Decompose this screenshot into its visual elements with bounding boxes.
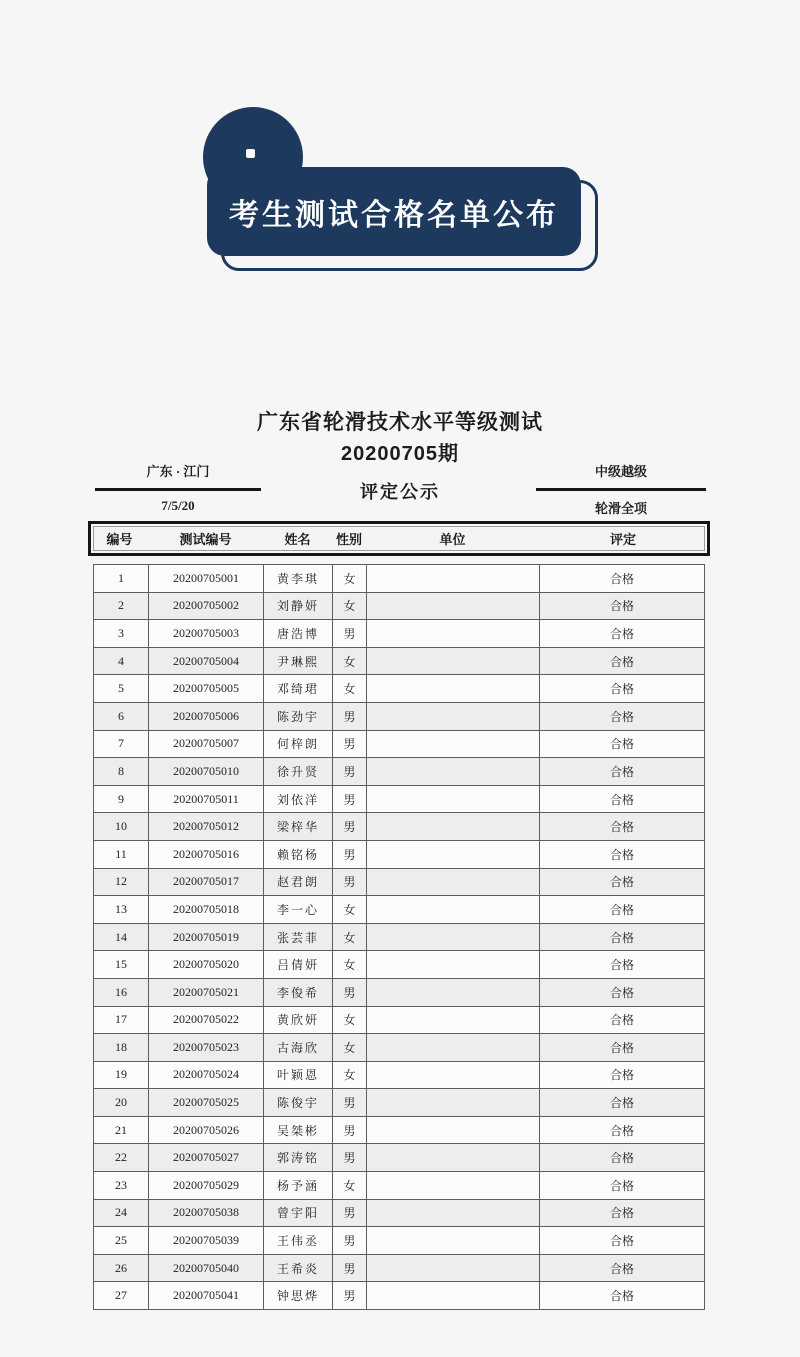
table-row [94,1144,705,1172]
cell-evaluation: 合格 [540,1061,705,1089]
cell-test-id: 20200705040 [149,1254,264,1282]
cell-name: 郭涛铭 [264,1144,333,1172]
cell-test-id: 20200705027 [149,1144,264,1172]
cell-unit [367,1282,540,1310]
cell-evaluation: 合格 [540,868,705,896]
cell-gender: 女 [333,565,367,593]
cell-unit [367,951,540,979]
cell-number: 20 [94,1089,149,1117]
results-table [93,564,705,1310]
table-row [94,813,705,841]
cell-gender: 男 [333,1089,367,1117]
cell-unit [367,1144,540,1172]
meta-date: 7/5/20 [161,498,195,513]
cell-gender: 男 [333,1254,367,1282]
cell-evaluation: 合格 [540,1089,705,1117]
cell-test-id: 20200705029 [149,1172,264,1200]
cell-unit [367,1254,540,1282]
cell-number: 8 [94,758,149,786]
cell-name: 吴桀彬 [264,1116,333,1144]
cell-gender: 男 [333,1144,367,1172]
cell-test-id: 20200705012 [149,813,264,841]
cell-name: 张芸菲 [264,923,333,951]
cell-gender: 女 [333,1006,367,1034]
cell-gender: 男 [333,620,367,648]
cell-unit [367,675,540,703]
cell-unit [367,1116,540,1144]
header-cell-unit: 单位 [439,532,466,547]
table-row [94,1116,705,1144]
header-cell-gender: 性别 [335,532,362,547]
cell-unit [367,1172,540,1200]
table-row [94,1034,705,1062]
cell-name: 唐浩博 [264,620,333,648]
cell-unit [367,785,540,813]
header-cell-number: 编号 [106,532,133,547]
table-row [94,840,705,868]
cell-unit [367,868,540,896]
cell-number: 14 [94,923,149,951]
cell-evaluation: 合格 [540,1144,705,1172]
cell-gender: 男 [333,813,367,841]
table-row [94,1199,705,1227]
cell-name: 徐升贤 [264,758,333,786]
cell-number: 24 [94,1199,149,1227]
table-row [94,675,705,703]
cell-gender: 男 [333,978,367,1006]
table-row [94,758,705,786]
cell-test-id: 20200705001 [149,565,264,593]
cell-name: 何梓朗 [264,730,333,758]
cell-unit [367,978,540,1006]
cell-evaluation: 合格 [540,978,705,1006]
cell-unit [367,620,540,648]
table-row [94,978,705,1006]
table-row [94,1282,705,1310]
doc-title-line2: 20200705期 [341,443,459,465]
cell-gender: 女 [333,896,367,924]
cell-evaluation: 合格 [540,702,705,730]
cell-evaluation: 合格 [540,730,705,758]
table-row [94,951,705,979]
table-row [94,785,705,813]
cell-number: 3 [94,620,149,648]
cell-name: 吕倩妍 [264,951,333,979]
meta-right-divider [536,488,706,491]
cell-gender: 男 [333,1116,367,1144]
cell-number: 27 [94,1282,149,1310]
cell-unit [367,730,540,758]
cell-name: 黄李琪 [264,565,333,593]
cell-name: 陈劲宇 [264,702,333,730]
cell-gender: 男 [333,758,367,786]
cell-name: 黄欣妍 [264,1006,333,1034]
table-row [94,730,705,758]
cell-name: 赵君朗 [264,868,333,896]
cell-evaluation: 合格 [540,923,705,951]
header-cell-test-id: 测试编号 [179,532,232,547]
cell-number: 12 [94,868,149,896]
cell-name: 陈俊宇 [264,1089,333,1117]
cell-test-id: 20200705021 [149,978,264,1006]
cell-name: 曾宇阳 [264,1199,333,1227]
cell-gender: 男 [333,785,367,813]
table-row [94,923,705,951]
cell-gender: 男 [333,868,367,896]
table-row [94,565,705,593]
cell-evaluation: 合格 [540,565,705,593]
cell-name: 李一心 [264,896,333,924]
cell-name: 尹琳熙 [264,647,333,675]
cell-number: 18 [94,1034,149,1062]
cell-evaluation: 合格 [540,1227,705,1255]
cell-number: 21 [94,1116,149,1144]
cell-name: 古海欣 [264,1034,333,1062]
cell-name: 叶颖恩 [264,1061,333,1089]
cell-name: 刘静妍 [264,592,333,620]
meta-level: 中级越级 [594,464,647,479]
table-header-box [88,521,710,556]
cell-gender: 女 [333,1034,367,1062]
cell-test-id: 20200705026 [149,1116,264,1144]
table-row [94,1227,705,1255]
meta-center-label: 评定公示 [360,482,440,502]
cell-name: 赖铭杨 [264,840,333,868]
cell-test-id: 20200705017 [149,868,264,896]
cell-evaluation: 合格 [540,647,705,675]
cell-test-id: 20200705024 [149,1061,264,1089]
cell-evaluation: 合格 [540,1006,705,1034]
cell-evaluation: 合格 [540,592,705,620]
cell-number: 19 [94,1061,149,1089]
cell-gender: 男 [333,702,367,730]
meta-event: 轮滑全项 [594,501,647,516]
cell-unit [367,896,540,924]
cell-test-id: 20200705025 [149,1089,264,1117]
cell-unit [367,840,540,868]
cell-test-id: 20200705023 [149,1034,264,1062]
cell-test-id: 20200705007 [149,730,264,758]
cell-name: 杨予涵 [264,1172,333,1200]
cell-gender: 男 [333,1199,367,1227]
cell-number: 7 [94,730,149,758]
cell-unit [367,1061,540,1089]
cell-number: 22 [94,1144,149,1172]
cell-gender: 女 [333,592,367,620]
cell-unit [367,1227,540,1255]
table-row [94,1172,705,1200]
table-row [94,1061,705,1089]
cell-evaluation: 合格 [540,1199,705,1227]
cell-evaluation: 合格 [540,1116,705,1144]
cell-evaluation: 合格 [540,758,705,786]
header-cell-evaluation: 评定 [609,532,636,547]
cell-gender: 女 [333,675,367,703]
cell-evaluation: 合格 [540,1034,705,1062]
cell-number: 5 [94,675,149,703]
cell-name: 刘依洋 [264,785,333,813]
cell-number: 2 [94,592,149,620]
table-row [94,1089,705,1117]
cell-test-id: 20200705004 [149,647,264,675]
table-row [94,620,705,648]
table-row [94,702,705,730]
cell-evaluation: 合格 [540,840,705,868]
cell-number: 11 [94,840,149,868]
cell-name: 王希炎 [264,1254,333,1282]
cell-evaluation: 合格 [540,785,705,813]
cell-evaluation: 合格 [540,1282,705,1310]
cell-gender: 女 [333,923,367,951]
cell-test-id: 20200705022 [149,1006,264,1034]
cell-test-id: 20200705039 [149,1227,264,1255]
table-row [94,592,705,620]
cell-unit [367,813,540,841]
header-cell-name: 姓名 [284,532,311,547]
cell-name: 钟思烨 [264,1282,333,1310]
cell-unit [367,702,540,730]
table-row [94,896,705,924]
cell-gender: 男 [333,1282,367,1310]
cell-number: 23 [94,1172,149,1200]
cell-number: 26 [94,1254,149,1282]
cell-test-id: 20200705038 [149,1199,264,1227]
cell-test-id: 20200705041 [149,1282,264,1310]
cell-test-id: 20200705016 [149,840,264,868]
cell-number: 10 [94,813,149,841]
cell-unit [367,923,540,951]
cell-unit [367,1089,540,1117]
cell-test-id: 20200705003 [149,620,264,648]
meta-location: 广东 · 江门 [146,464,210,479]
cell-test-id: 20200705020 [149,951,264,979]
cell-number: 1 [94,565,149,593]
cell-unit [367,1199,540,1227]
cell-number: 4 [94,647,149,675]
results-table-body [94,565,705,1310]
cell-gender: 女 [333,951,367,979]
cell-name: 王伟丞 [264,1227,333,1255]
table-row [94,647,705,675]
cell-test-id: 20200705005 [149,675,264,703]
cell-unit [367,1034,540,1062]
table-row [94,1006,705,1034]
cell-evaluation: 合格 [540,1254,705,1282]
cell-number: 25 [94,1227,149,1255]
cell-gender: 女 [333,647,367,675]
banner-title: 考生测试合格名单公布 [229,198,559,232]
cell-number: 16 [94,978,149,1006]
cell-evaluation: 合格 [540,1172,705,1200]
cell-evaluation: 合格 [540,675,705,703]
table-row [94,868,705,896]
cell-gender: 女 [333,1172,367,1200]
cell-unit [367,1006,540,1034]
cell-name: 梁梓华 [264,813,333,841]
cell-test-id: 20200705006 [149,702,264,730]
cell-gender: 男 [333,840,367,868]
cell-evaluation: 合格 [540,813,705,841]
cell-test-id: 20200705019 [149,923,264,951]
cell-number: 6 [94,702,149,730]
cell-number: 13 [94,896,149,924]
doc-title-line1: 广东省轮滑技术水平等级测试 [257,411,543,434]
cell-evaluation: 合格 [540,896,705,924]
cell-number: 15 [94,951,149,979]
cell-gender: 女 [333,1061,367,1089]
cell-unit [367,758,540,786]
banner-title-pill [207,167,581,256]
cell-unit [367,565,540,593]
cell-name: 邓绮珺 [264,675,333,703]
cell-evaluation: 合格 [540,951,705,979]
cell-number: 9 [94,785,149,813]
table-row [94,1254,705,1282]
banner-dot-icon [246,149,255,158]
cell-gender: 男 [333,1227,367,1255]
cell-name: 李俊希 [264,978,333,1006]
cell-test-id: 20200705010 [149,758,264,786]
cell-test-id: 20200705018 [149,896,264,924]
cell-gender: 男 [333,730,367,758]
cell-test-id: 20200705002 [149,592,264,620]
cell-unit [367,592,540,620]
meta-right-block [536,461,706,517]
cell-evaluation: 合格 [540,620,705,648]
cell-number: 17 [94,1006,149,1034]
cell-unit [367,647,540,675]
cell-test-id: 20200705011 [149,785,264,813]
